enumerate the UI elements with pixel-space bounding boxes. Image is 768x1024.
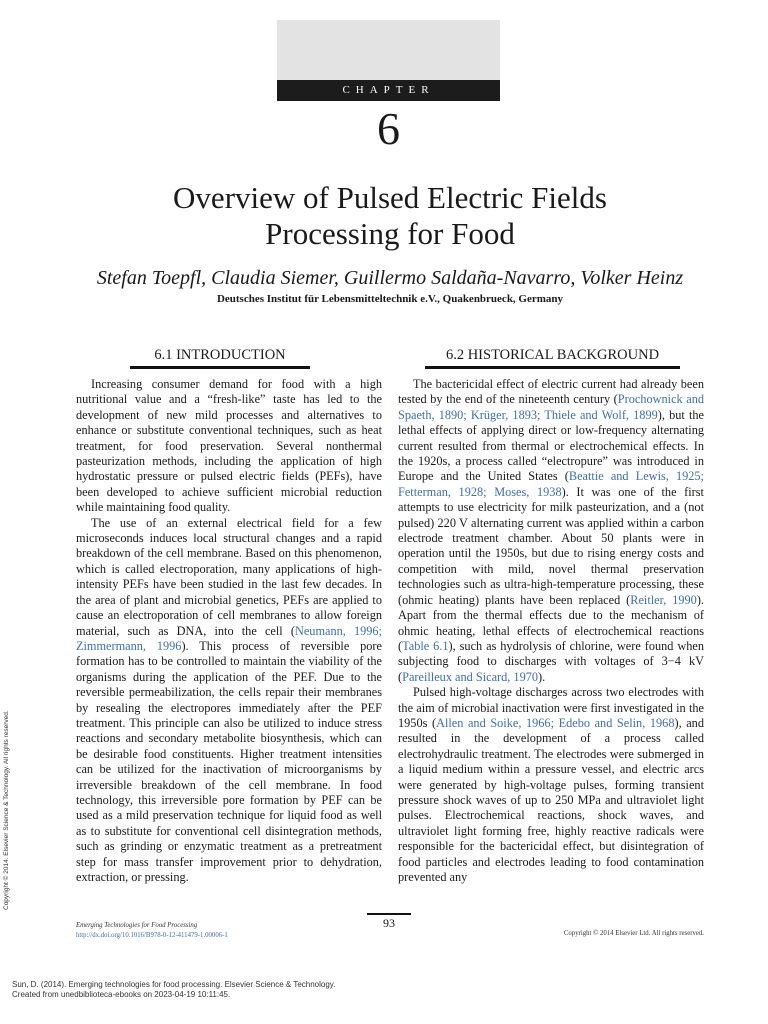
copyright-notice: Copyright © 2014 Elsevier Ltd. All rights reserved.: [563, 930, 704, 937]
section-rule-left: [130, 366, 310, 369]
chapter-header-box: [277, 20, 500, 80]
history-paragraph-1: [398, 377, 704, 685]
book-title: Emerging Technologies for Food Processing: [76, 922, 198, 929]
text-span: The use of an external electrical field for a few microseconds induces local structural changes and a rapid breakdown of the cell membrane. Based on this phenomenon, which is called electroporation, many applications of high-intensity PEFs have been studied in the last few decades. In the area of plant and microbial genetics, PEFs are applied to cause an electroporation of cell membranes to allow foreign material, such as DNA, into the cell (: [76, 515, 382, 638]
text-span: ), such as hydrolysis of chlorine, were found when subjecting food to discharges with voltages of 3−4 kV (: [398, 638, 704, 684]
text-span: ), and resulted in the development of a process called electrohydraulic treatment. The electrodes were submerged in a liquid medium within a pressure vessel, and electric arcs were generated by high-voltage pulses, forming transient pressure shock waves of up to 250 MPa and ultraviolet light pulses. Electrochemical reactions, shock waves, and ultraviolet light forming free, highly reactive radicals were responsible for the bactericidal effect, but disintegration of food particles and electrodes leading to food contamination prevented any: [398, 715, 704, 884]
side-copyright: Copyright © 2014. Elsevier Science & Technology. All rights reserved.: [3, 710, 10, 910]
citation-link[interactable]: Allen and Soike, 1966; Edebo and Selin, 1968: [436, 715, 675, 730]
chapter-title-line1: Overview of Pulsed Electric Fields: [173, 180, 607, 215]
reference-line-1: Sun, D. (2014). Emerging technologies for food processing. Elsevier Science & Technology.: [12, 980, 336, 989]
text-span: ), but the lethal effects of applying direct or low-frequency alternating current resulted from thermal or electrochemical effects. In the 1920s, a process called “electropure” was introduced in Europe and the United States (: [398, 407, 704, 484]
affiliation: Deutsches Institut für Lebensmitteltechnik e.V., Quakenbrueck, Germany: [216, 293, 564, 305]
history-paragraph-2: [398, 685, 704, 885]
citation-link[interactable]: Pareilleux and Sicard, 1970: [402, 669, 539, 684]
citation-link[interactable]: Reitler, 1990: [630, 592, 697, 607]
section-title-introduction: 6.1 INTRODUCTION: [154, 347, 286, 363]
authors: Stefan Toepfl, Claudia Siemer, Guillermo Saldaña-Navarro, Volker Heinz: [96, 267, 684, 289]
citation-link[interactable]: Beattie and Lewis, 1925; Fetterman, 1928; Moses, 1938: [398, 469, 704, 499]
text-span: ). It was one of the first attempts to use electricity for milk pasteurization, and a (not pulsed) 220 V alternating current was applied within a carbon electrode treatment chamber. About 50 plants were in operation until the 1950s, but due to rising energy costs and competition with mild, novel thermal preservation technologies such as ultra-high-temperature processing, these (ohmic heating) plants have been replaced (: [398, 484, 704, 607]
intro-paragraph-1: Increasing consumer demand for food with a high nutritional value and a “fresh-like” taste has led to the development of new mild processes and alternatives to enhance or substitute conventional techniques, such as heat treatment, for food preservation. Several nonthermal pasteurization methods, including the application of high hydrostatic pressure or pulsed electric fields (PEFs), have been developed to achieve sufficient microbial reduction while maintaining food quality.: [76, 377, 382, 515]
table-link[interactable]: Table 6.1: [402, 638, 449, 653]
text-span: ). This process of reversible pore formation has to be controlled to maintain the viability of the organisms during the application of the PEF. Due to the reversible permeabilization, the cells repair their membranes by resealing the electropores immediately after the PEF treatment. This principle can also be utilized to induce stress reactions and secondary metabolite biosynthesis, which can be desirable food constituents. Higher treatment intensities can be utilized for the inactivation of microorganisms by irreversible breakdown of the cell membrane. In food technology, this irreversible pore formation by PEF can be used as a mild preservation technique for liquid food as well as to substitute for conventional cell disintegration methods, such as grinding or enzymatic treatment as a pretreatment step for mass transfer improvement prior to dehydration, extraction, or pressing.: [76, 638, 382, 884]
text-span: Pulsed high-voltage discharges across two electrodes with the aim of microbial inactivation were first investigated in the 1950s (: [398, 685, 704, 730]
chapter-title: [90, 180, 690, 252]
chapter-number: 6: [377, 103, 400, 154]
reference-line-2: Created from unedbiblioteca-ebooks on 2023-04-19 10:11:45.: [12, 990, 231, 999]
citation-link[interactable]: Prochownick and Spaeth, 1890; Krüger, 1893; Thiele and Wolf, 1899: [398, 392, 704, 422]
text-span: ). Apart from the thermal effects due to the mechanism of ohmic heating, lethal effects of electrochemical reactions (: [398, 592, 704, 653]
text-span: ).: [538, 669, 546, 684]
intro-paragraph-2: [76, 516, 382, 886]
text-span: The bactericidal effect of electric current had already been tested by the end of the nineteenth century (: [398, 377, 704, 407]
section-title-historical: 6.2 HISTORICAL BACKGROUND: [445, 347, 660, 363]
page-number-rule: [367, 913, 411, 915]
page-number: 93: [383, 916, 395, 930]
chapter-label: CHAPTER: [277, 80, 500, 101]
section-rule-right: [425, 366, 680, 369]
doi-link[interactable]: http://dx.doi.org/10.1016/B978-0-12-411479-1.00006-1: [76, 932, 228, 939]
citation-link[interactable]: Neumann, 1996; Zimmermann, 1996: [76, 623, 383, 653]
chapter-title-line2: Processing for Food: [265, 216, 515, 251]
historical-column: [398, 377, 704, 885]
introduction-column: [76, 377, 382, 885]
